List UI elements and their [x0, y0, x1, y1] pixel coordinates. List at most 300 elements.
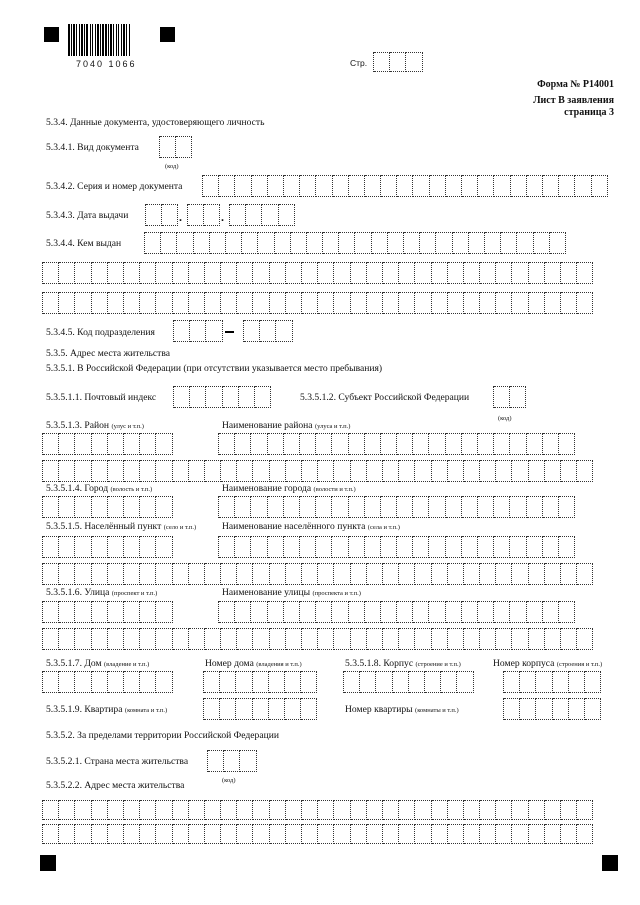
character-cell[interactable]	[413, 536, 429, 558]
character-cell[interactable]	[173, 292, 189, 314]
character-cell[interactable]	[399, 824, 415, 844]
character-cell[interactable]	[510, 496, 526, 518]
character-cell[interactable]	[381, 175, 397, 197]
character-cell[interactable]	[219, 175, 235, 197]
character-cell[interactable]	[300, 601, 316, 623]
character-cell[interactable]	[92, 460, 108, 482]
character-cell[interactable]	[286, 628, 302, 650]
character-cell[interactable]	[334, 800, 350, 820]
character-cell[interactable]	[75, 628, 91, 650]
character-cell[interactable]	[448, 628, 464, 650]
character-cell[interactable]	[446, 536, 462, 558]
character-cell[interactable]	[543, 433, 559, 455]
foreign-address-field-2[interactable]	[42, 824, 593, 844]
character-cell[interactable]	[397, 175, 413, 197]
apartment-number-field[interactable]	[503, 698, 601, 720]
character-cell[interactable]	[307, 232, 323, 254]
character-cell[interactable]	[383, 262, 399, 284]
character-cell[interactable]	[194, 232, 210, 254]
character-cell[interactable]	[253, 698, 269, 720]
character-cell[interactable]	[301, 698, 317, 720]
character-cell[interactable]	[372, 232, 388, 254]
character-cell[interactable]	[512, 824, 528, 844]
character-cell[interactable]	[156, 800, 172, 820]
division-code-field-2[interactable]	[243, 320, 293, 342]
street-type-field[interactable]	[42, 601, 173, 623]
character-cell[interactable]	[108, 671, 124, 693]
character-cell[interactable]	[205, 460, 221, 482]
issue-month-field[interactable]	[187, 204, 220, 226]
character-cell[interactable]	[415, 824, 431, 844]
character-cell[interactable]	[536, 698, 552, 720]
character-cell[interactable]	[415, 563, 431, 585]
character-cell[interactable]	[397, 433, 413, 455]
character-cell[interactable]	[381, 601, 397, 623]
character-cell[interactable]	[561, 460, 577, 482]
character-cell[interactable]	[397, 536, 413, 558]
character-cell[interactable]	[496, 262, 512, 284]
character-cell[interactable]	[235, 496, 251, 518]
character-cell[interactable]	[318, 800, 334, 820]
character-cell[interactable]	[527, 433, 543, 455]
character-cell[interactable]	[270, 460, 286, 482]
character-cell[interactable]	[448, 800, 464, 820]
character-cell[interactable]	[205, 628, 221, 650]
character-cell[interactable]	[223, 386, 239, 408]
character-cell[interactable]	[205, 563, 221, 585]
character-cell[interactable]	[221, 292, 237, 314]
character-cell[interactable]	[270, 800, 286, 820]
character-cell[interactable]	[124, 460, 140, 482]
character-cell[interactable]	[270, 262, 286, 284]
character-cell[interactable]	[316, 496, 332, 518]
character-cell[interactable]	[156, 262, 172, 284]
character-cell[interactable]	[485, 232, 501, 254]
character-cell[interactable]	[420, 232, 436, 254]
character-cell[interactable]	[430, 175, 446, 197]
character-cell[interactable]	[92, 536, 108, 558]
character-cell[interactable]	[529, 460, 545, 482]
character-cell[interactable]	[351, 262, 367, 284]
character-cell[interactable]	[108, 601, 124, 623]
character-cell[interactable]	[559, 496, 575, 518]
character-cell[interactable]	[92, 292, 108, 314]
character-cell[interactable]	[284, 433, 300, 455]
character-cell[interactable]	[173, 824, 189, 844]
character-cell[interactable]	[156, 433, 172, 455]
character-cell[interactable]	[413, 601, 429, 623]
character-cell[interactable]	[592, 175, 608, 197]
character-cell[interactable]	[496, 800, 512, 820]
character-cell[interactable]	[494, 496, 510, 518]
character-cell[interactable]	[251, 433, 267, 455]
character-cell[interactable]	[413, 496, 429, 518]
character-cell[interactable]	[446, 433, 462, 455]
character-cell[interactable]	[221, 262, 237, 284]
character-cell[interactable]	[383, 628, 399, 650]
character-cell[interactable]	[464, 628, 480, 650]
character-cell[interactable]	[204, 671, 220, 693]
character-cell[interactable]	[92, 800, 108, 820]
character-cell[interactable]	[534, 232, 550, 254]
character-cell[interactable]	[383, 292, 399, 314]
character-cell[interactable]	[43, 292, 59, 314]
character-cell[interactable]	[59, 800, 75, 820]
character-cell[interactable]	[92, 601, 108, 623]
character-cell[interactable]	[270, 292, 286, 314]
character-cell[interactable]	[59, 824, 75, 844]
character-cell[interactable]	[351, 628, 367, 650]
character-cell[interactable]	[239, 386, 255, 408]
character-cell[interactable]	[302, 800, 318, 820]
character-cell[interactable]	[43, 671, 59, 693]
character-cell[interactable]	[203, 175, 219, 197]
character-cell[interactable]	[108, 536, 124, 558]
character-cell[interactable]	[399, 262, 415, 284]
page-number-field[interactable]	[373, 52, 423, 72]
character-cell[interactable]	[173, 800, 189, 820]
character-cell[interactable]	[124, 628, 140, 650]
character-cell[interactable]	[75, 601, 91, 623]
character-cell[interactable]	[221, 628, 237, 650]
character-cell[interactable]	[221, 563, 237, 585]
character-cell[interactable]	[334, 262, 350, 284]
character-cell[interactable]	[208, 750, 224, 772]
character-cell[interactable]	[221, 460, 237, 482]
country-code-field[interactable]	[207, 750, 257, 772]
character-cell[interactable]	[235, 601, 251, 623]
character-cell[interactable]	[478, 536, 494, 558]
character-cell[interactable]	[585, 698, 601, 720]
character-cell[interactable]	[286, 824, 302, 844]
apartment-type-field[interactable]	[203, 698, 317, 720]
character-cell[interactable]	[140, 563, 156, 585]
character-cell[interactable]	[140, 262, 156, 284]
character-cell[interactable]	[286, 800, 302, 820]
character-cell[interactable]	[367, 292, 383, 314]
character-cell[interactable]	[381, 433, 397, 455]
character-cell[interactable]	[302, 824, 318, 844]
character-cell[interactable]	[529, 563, 545, 585]
character-cell[interactable]	[448, 292, 464, 314]
street-name-field-1[interactable]	[218, 601, 575, 623]
character-cell[interactable]	[367, 824, 383, 844]
character-cell[interactable]	[365, 601, 381, 623]
character-cell[interactable]	[355, 232, 371, 254]
character-cell[interactable]	[527, 175, 543, 197]
character-cell[interactable]	[204, 204, 220, 226]
character-cell[interactable]	[176, 136, 192, 158]
character-cell[interactable]	[246, 204, 262, 226]
character-cell[interactable]	[124, 601, 140, 623]
character-cell[interactable]	[221, 824, 237, 844]
character-cell[interactable]	[219, 536, 235, 558]
character-cell[interactable]	[156, 496, 172, 518]
character-cell[interactable]	[255, 386, 271, 408]
character-cell[interactable]	[108, 433, 124, 455]
character-cell[interactable]	[279, 204, 295, 226]
character-cell[interactable]	[478, 175, 494, 197]
character-cell[interactable]	[550, 232, 566, 254]
character-cell[interactable]	[453, 232, 469, 254]
character-cell[interactable]	[504, 698, 520, 720]
character-cell[interactable]	[577, 460, 593, 482]
character-cell[interactable]	[210, 232, 226, 254]
character-cell[interactable]	[432, 292, 448, 314]
character-cell[interactable]	[399, 292, 415, 314]
character-cell[interactable]	[43, 563, 59, 585]
character-cell[interactable]	[59, 496, 75, 518]
character-cell[interactable]	[206, 320, 222, 342]
character-cell[interactable]	[577, 628, 593, 650]
character-cell[interactable]	[252, 175, 268, 197]
character-cell[interactable]	[285, 698, 301, 720]
character-cell[interactable]	[365, 433, 381, 455]
character-cell[interactable]	[390, 52, 406, 72]
district-type-field[interactable]	[42, 433, 173, 455]
character-cell[interactable]	[494, 433, 510, 455]
character-cell[interactable]	[415, 262, 431, 284]
character-cell[interactable]	[300, 175, 316, 197]
character-cell[interactable]	[512, 628, 528, 650]
character-cell[interactable]	[543, 601, 559, 623]
character-cell[interactable]	[397, 601, 413, 623]
character-cell[interactable]	[206, 386, 222, 408]
character-cell[interactable]	[332, 601, 348, 623]
character-cell[interactable]	[108, 563, 124, 585]
character-cell[interactable]	[268, 433, 284, 455]
character-cell[interactable]	[140, 824, 156, 844]
character-cell[interactable]	[577, 563, 593, 585]
character-cell[interactable]	[92, 563, 108, 585]
character-cell[interactable]	[240, 750, 256, 772]
character-cell[interactable]	[285, 671, 301, 693]
character-cell[interactable]	[75, 800, 91, 820]
character-cell[interactable]	[124, 496, 140, 518]
character-cell[interactable]	[269, 698, 285, 720]
character-cell[interactable]	[190, 386, 206, 408]
character-cell[interactable]	[415, 460, 431, 482]
character-cell[interactable]	[219, 601, 235, 623]
character-cell[interactable]	[262, 204, 278, 226]
character-cell[interactable]	[388, 232, 404, 254]
character-cell[interactable]	[351, 824, 367, 844]
character-cell[interactable]	[59, 601, 75, 623]
character-cell[interactable]	[108, 628, 124, 650]
character-cell[interactable]	[464, 800, 480, 820]
character-cell[interactable]	[226, 232, 242, 254]
character-cell[interactable]	[253, 628, 269, 650]
character-cell[interactable]	[108, 292, 124, 314]
character-cell[interactable]	[429, 601, 445, 623]
subject-code-field[interactable]	[493, 386, 526, 408]
character-cell[interactable]	[190, 320, 206, 342]
character-cell[interactable]	[318, 824, 334, 844]
character-cell[interactable]	[381, 536, 397, 558]
character-cell[interactable]	[59, 536, 75, 558]
character-cell[interactable]	[415, 800, 431, 820]
character-cell[interactable]	[75, 433, 91, 455]
character-cell[interactable]	[235, 536, 251, 558]
character-cell[interactable]	[545, 460, 561, 482]
character-cell[interactable]	[381, 496, 397, 518]
character-cell[interactable]	[543, 175, 559, 197]
character-cell[interactable]	[189, 460, 205, 482]
character-cell[interactable]	[251, 601, 267, 623]
building-number-field[interactable]	[503, 671, 601, 693]
house-number-field[interactable]	[203, 671, 317, 693]
character-cell[interactable]	[219, 496, 235, 518]
character-cell[interactable]	[75, 496, 91, 518]
character-cell[interactable]	[140, 536, 156, 558]
character-cell[interactable]	[253, 563, 269, 585]
character-cell[interactable]	[527, 496, 543, 518]
character-cell[interactable]	[425, 671, 441, 693]
character-cell[interactable]	[205, 292, 221, 314]
character-cell[interactable]	[429, 496, 445, 518]
character-cell[interactable]	[383, 824, 399, 844]
character-cell[interactable]	[230, 204, 246, 226]
character-cell[interactable]	[59, 563, 75, 585]
character-cell[interactable]	[124, 824, 140, 844]
character-cell[interactable]	[173, 460, 189, 482]
character-cell[interactable]	[512, 460, 528, 482]
character-cell[interactable]	[351, 800, 367, 820]
character-cell[interactable]	[561, 824, 577, 844]
character-cell[interactable]	[561, 563, 577, 585]
character-cell[interactable]	[464, 563, 480, 585]
character-cell[interactable]	[334, 460, 350, 482]
character-cell[interactable]	[561, 292, 577, 314]
character-cell[interactable]	[302, 563, 318, 585]
character-cell[interactable]	[553, 698, 569, 720]
character-cell[interactable]	[494, 601, 510, 623]
character-cell[interactable]	[268, 536, 284, 558]
character-cell[interactable]	[253, 824, 269, 844]
character-cell[interactable]	[367, 460, 383, 482]
character-cell[interactable]	[270, 628, 286, 650]
character-cell[interactable]	[432, 563, 448, 585]
character-cell[interactable]	[59, 460, 75, 482]
character-cell[interactable]	[318, 628, 334, 650]
character-cell[interactable]	[334, 292, 350, 314]
character-cell[interactable]	[236, 698, 252, 720]
character-cell[interactable]	[559, 601, 575, 623]
character-cell[interactable]	[275, 232, 291, 254]
character-cell[interactable]	[286, 292, 302, 314]
character-cell[interactable]	[156, 536, 172, 558]
character-cell[interactable]	[351, 460, 367, 482]
character-cell[interactable]	[545, 262, 561, 284]
character-cell[interactable]	[75, 460, 91, 482]
character-cell[interactable]	[413, 175, 429, 197]
character-cell[interactable]	[156, 671, 172, 693]
character-cell[interactable]	[585, 671, 601, 693]
character-cell[interactable]	[575, 175, 591, 197]
character-cell[interactable]	[162, 204, 178, 226]
character-cell[interactable]	[510, 433, 526, 455]
character-cell[interactable]	[75, 563, 91, 585]
character-cell[interactable]	[92, 433, 108, 455]
character-cell[interactable]	[156, 563, 172, 585]
character-cell[interactable]	[529, 824, 545, 844]
character-cell[interactable]	[446, 496, 462, 518]
character-cell[interactable]	[189, 824, 205, 844]
character-cell[interactable]	[432, 824, 448, 844]
character-cell[interactable]	[510, 386, 526, 408]
character-cell[interactable]	[480, 628, 496, 650]
character-cell[interactable]	[527, 536, 543, 558]
character-cell[interactable]	[43, 262, 59, 284]
character-cell[interactable]	[43, 824, 59, 844]
character-cell[interactable]	[161, 232, 177, 254]
character-cell[interactable]	[189, 262, 205, 284]
character-cell[interactable]	[529, 800, 545, 820]
character-cell[interactable]	[236, 671, 252, 693]
character-cell[interactable]	[397, 496, 413, 518]
character-cell[interactable]	[478, 433, 494, 455]
character-cell[interactable]	[399, 563, 415, 585]
character-cell[interactable]	[108, 824, 124, 844]
character-cell[interactable]	[462, 175, 478, 197]
character-cell[interactable]	[334, 628, 350, 650]
character-cell[interactable]	[511, 175, 527, 197]
character-cell[interactable]	[43, 433, 59, 455]
character-cell[interactable]	[510, 536, 526, 558]
character-cell[interactable]	[92, 824, 108, 844]
character-cell[interactable]	[242, 232, 258, 254]
character-cell[interactable]	[349, 601, 365, 623]
character-cell[interactable]	[448, 824, 464, 844]
character-cell[interactable]	[156, 601, 172, 623]
character-cell[interactable]	[517, 232, 533, 254]
city-type-field[interactable]	[42, 496, 173, 518]
character-cell[interactable]	[333, 175, 349, 197]
character-cell[interactable]	[529, 262, 545, 284]
character-cell[interactable]	[318, 563, 334, 585]
character-cell[interactable]	[512, 563, 528, 585]
character-cell[interactable]	[43, 536, 59, 558]
character-cell[interactable]	[464, 292, 480, 314]
character-cell[interactable]	[302, 292, 318, 314]
issued-by-field-line-1[interactable]	[144, 232, 566, 254]
character-cell[interactable]	[429, 433, 445, 455]
character-cell[interactable]	[224, 750, 240, 772]
character-cell[interactable]	[349, 496, 365, 518]
character-cell[interactable]	[140, 671, 156, 693]
character-cell[interactable]	[349, 536, 365, 558]
character-cell[interactable]	[173, 262, 189, 284]
character-cell[interactable]	[220, 671, 236, 693]
character-cell[interactable]	[302, 262, 318, 284]
character-cell[interactable]	[561, 262, 577, 284]
character-cell[interactable]	[260, 320, 276, 342]
character-cell[interactable]	[559, 536, 575, 558]
character-cell[interactable]	[536, 671, 552, 693]
character-cell[interactable]	[569, 698, 585, 720]
character-cell[interactable]	[383, 460, 399, 482]
character-cell[interactable]	[318, 292, 334, 314]
character-cell[interactable]	[124, 800, 140, 820]
character-cell[interactable]	[569, 671, 585, 693]
character-cell[interactable]	[59, 671, 75, 693]
character-cell[interactable]	[512, 800, 528, 820]
city-name-field[interactable]	[218, 496, 575, 518]
character-cell[interactable]	[258, 232, 274, 254]
character-cell[interactable]	[577, 800, 593, 820]
character-cell[interactable]	[561, 800, 577, 820]
character-cell[interactable]	[124, 433, 140, 455]
